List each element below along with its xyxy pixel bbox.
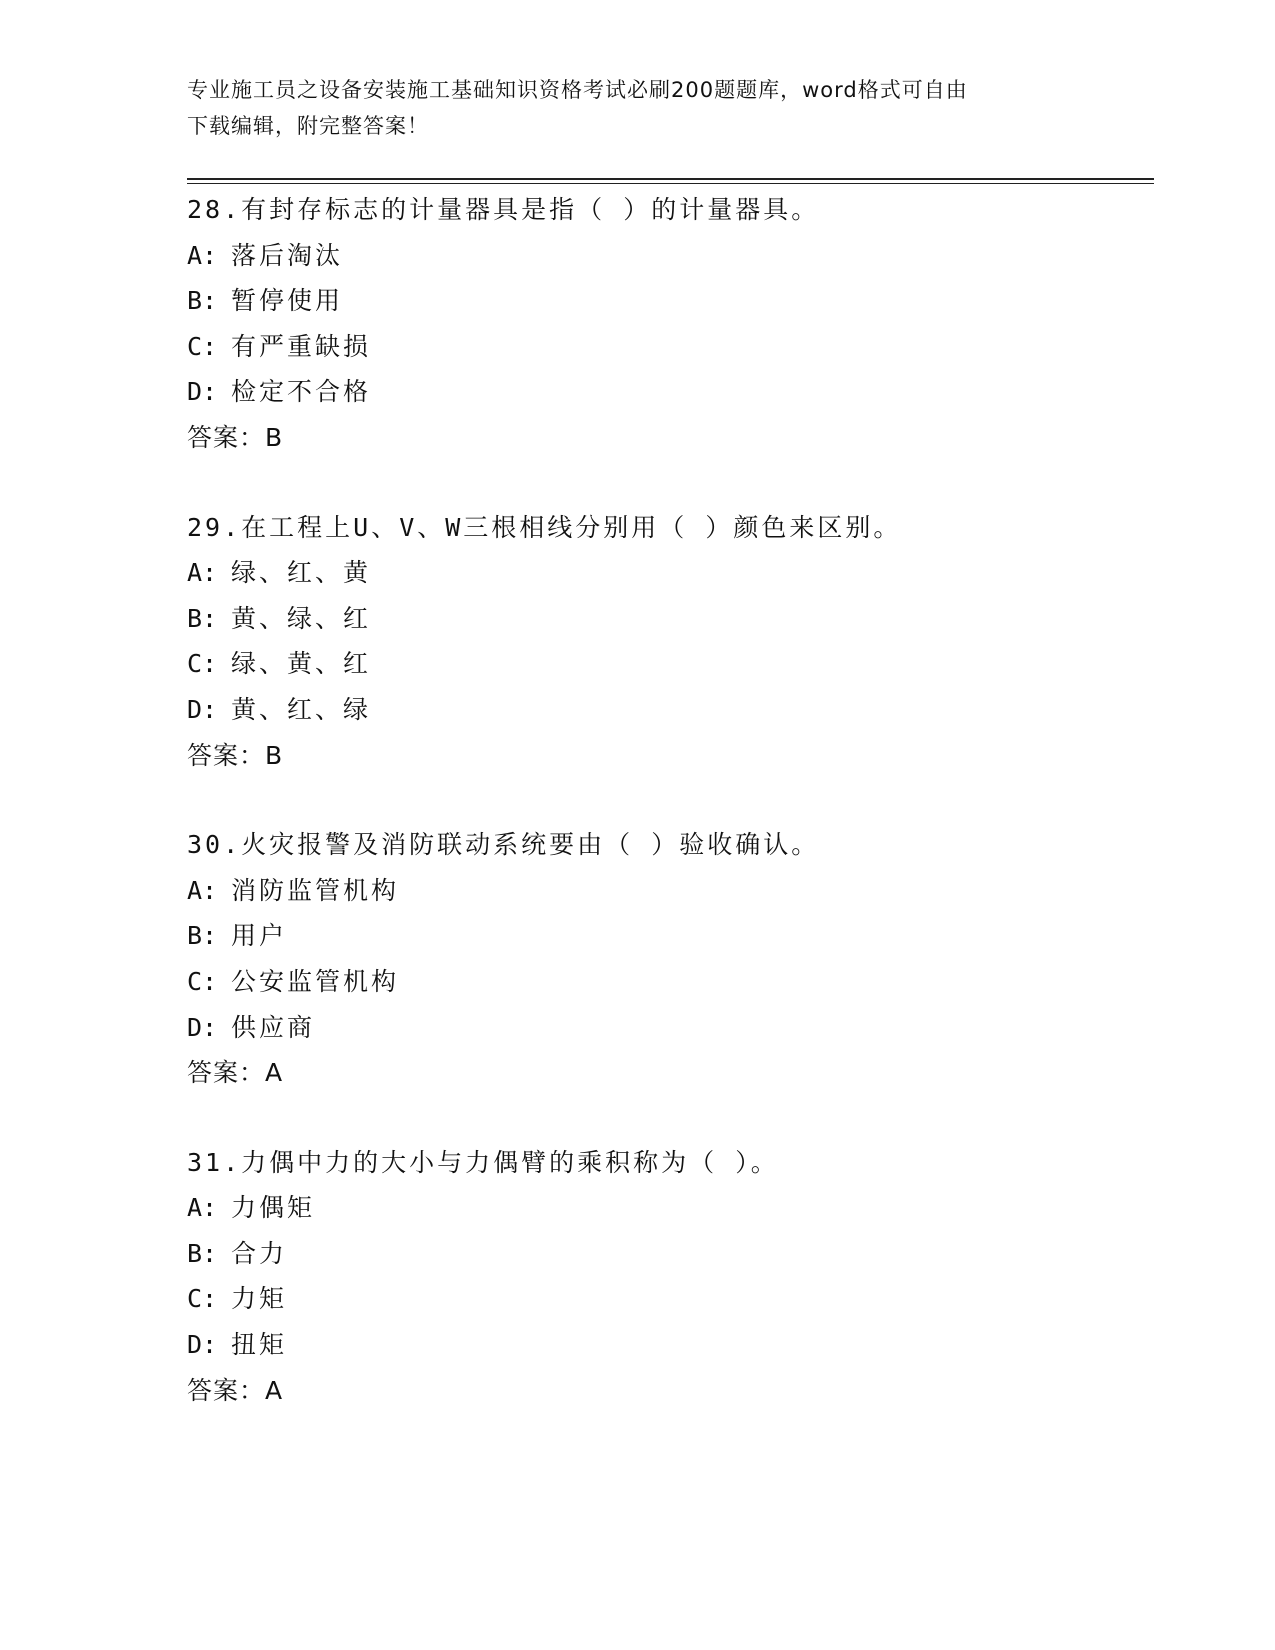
option-d [187,369,1147,415]
header-line-1: 专业施工员之设备安装施工基础知识资格考试必刷200题题库，word格式可自由 [187,78,968,102]
option-b [187,278,1147,324]
option-c [187,959,1147,1005]
document-header [187,72,1087,144]
question-28 [187,187,1147,461]
option-key: B: [187,603,218,633]
header-divider-thin [187,183,1154,184]
option-text: 用户 [231,921,288,951]
question-30 [187,822,1147,1096]
option-b [187,1231,1147,1277]
option-key: B: [187,286,218,316]
option-key: D: [187,377,218,407]
question-list [187,187,1147,1457]
option-key: B: [187,921,218,951]
question-stem: 31.力偶中力的大小与力偶臂的乘积称为（ ）。 [187,1147,779,1177]
answer-line: 答案：A [187,1375,284,1405]
header-divider-thick [187,178,1154,180]
answer-line: 答案：A [187,1058,284,1088]
option-d [187,687,1147,733]
option-text: 消防监管机构 [231,875,400,905]
option-text: 合力 [231,1238,288,1268]
option-key: C: [187,966,218,996]
option-key: A: [187,240,218,270]
option-text: 力偶矩 [231,1193,316,1223]
option-a [187,233,1147,279]
option-key: C: [187,649,218,679]
option-a [187,1185,1147,1231]
option-key: D: [187,694,218,724]
option-c [187,1276,1147,1322]
option-c [187,324,1147,370]
option-text: 落后淘汰 [231,240,344,270]
question-29 [187,505,1147,779]
option-b [187,596,1147,642]
option-text: 供应商 [231,1012,316,1042]
option-c [187,641,1147,687]
option-key: D: [187,1012,218,1042]
option-text: 绿、红、黄 [231,558,372,588]
question-31 [187,1140,1147,1414]
header-line-2: 下载编辑，附完整答案！ [187,114,429,138]
question-stem: 29.在工程上U、V、W三根相线分别用（ ）颜色来区别。 [187,512,902,542]
option-text: 有严重缺损 [231,331,372,361]
option-text: 力矩 [231,1284,288,1314]
option-key: C: [187,331,218,361]
option-key: A: [187,558,218,588]
option-a [187,868,1147,914]
answer-line: 答案：B [187,740,284,770]
question-stem: 28.有封存标志的计量器具是指（ ）的计量器具。 [187,195,820,224]
option-d [187,1322,1147,1368]
option-a [187,550,1147,596]
question-stem: 30.火灾报警及消防联动系统要由（ ）验收确认。 [187,830,820,860]
option-b [187,913,1147,959]
option-key: C: [187,1284,218,1314]
option-text: 绿、黄、红 [231,649,372,679]
option-text: 黄、绿、红 [231,603,372,633]
option-key: A: [187,1193,218,1223]
option-key: D: [187,1330,218,1360]
option-d [187,1005,1147,1051]
option-text: 黄、红、绿 [231,694,372,724]
option-key: B: [187,1238,218,1268]
option-text: 检定不合格 [231,377,372,407]
option-text: 公安监管机构 [231,966,400,996]
option-key: A: [187,875,218,905]
answer-line: 答案：B [187,422,284,452]
option-text: 扭矩 [231,1330,288,1360]
option-text: 暂停使用 [231,286,344,316]
